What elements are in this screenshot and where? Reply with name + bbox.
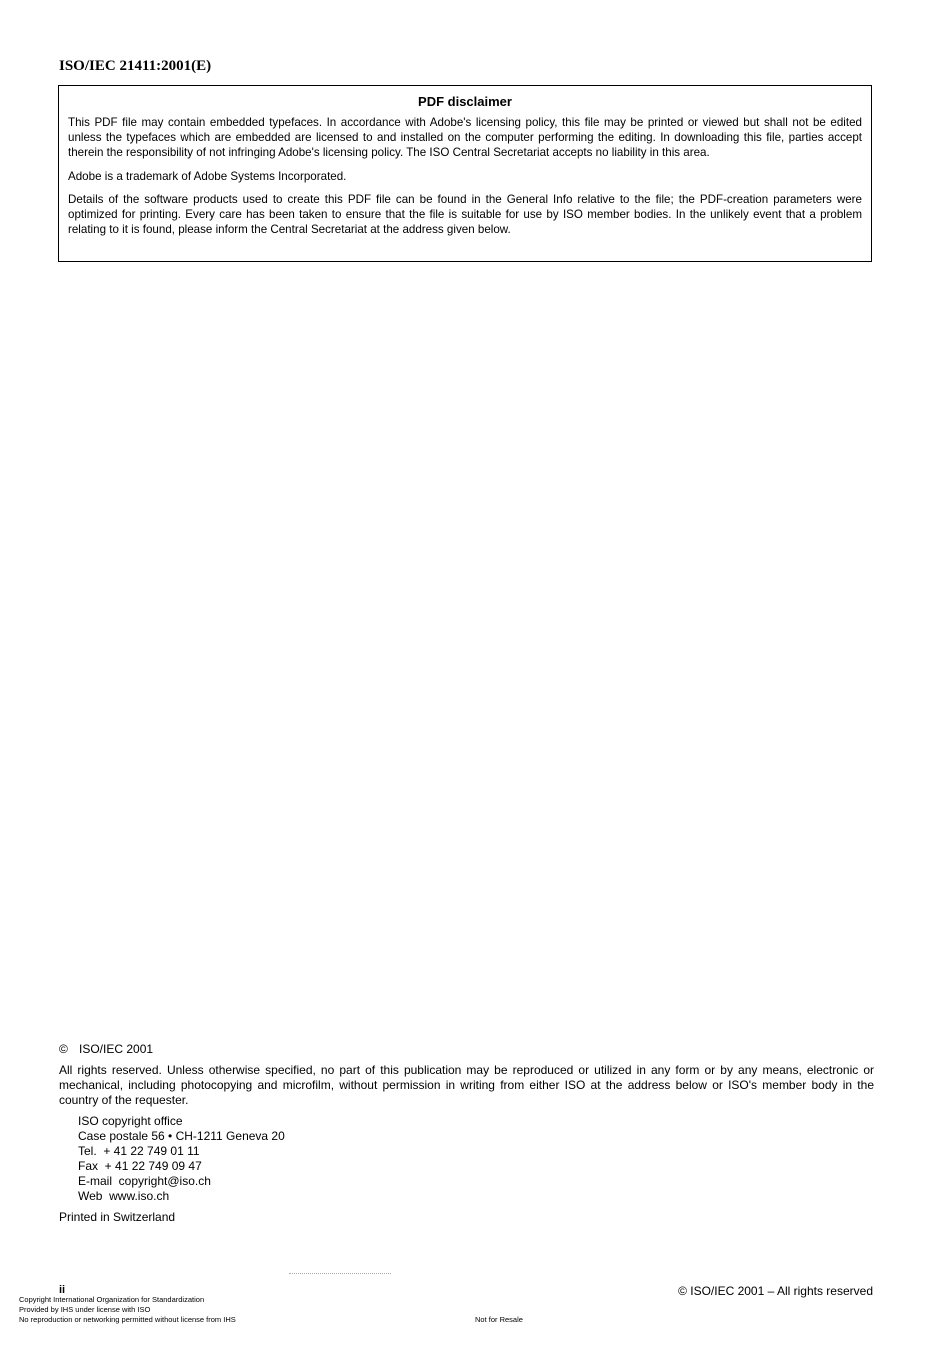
not-for-resale: Not for Resale (475, 1315, 523, 1324)
disclaimer-paragraph: This PDF file may contain embedded typefaces. In accordance with Adobe's licensing policy, this file may be printed or viewed but shall not be edited unless the typefaces which are embedded are licensed to and installed on the computer performing the editing. In downloading this file, parties accept therein the responsibility of not infringing Adobe's licensing policy. The ISO Central Secretariat accepts no liability in this area. (68, 116, 862, 160)
page-number: ii (59, 1284, 66, 1296)
address-line: Case postale 56 • CH-1211 Geneva 20 (78, 1129, 285, 1143)
address-line: Tel. + 41 22 749 01 11 (78, 1144, 200, 1158)
stamp-line: Provided by IHS under license with ISO (19, 1305, 151, 1314)
address-line: E-mail copyright@iso.ch (78, 1174, 211, 1188)
copyright-symbol: © (59, 1042, 68, 1056)
copyright-holder: ISO/IEC 2001 (79, 1042, 154, 1056)
disclaimer-paragraph: Adobe is a trademark of Adobe Systems Incorporated. (68, 169, 347, 183)
rights-statement: All rights reserved. Unless otherwise specified, no part of this publication may be reproduced or utilized in any form or by any means, electronic or mechanical, including photocopying and microfilm, without permission in writing from either ISO at the address below or ISO's member body in the country of the requester. (59, 1063, 874, 1107)
printed-in: Printed in Switzerland (59, 1210, 176, 1224)
address-line: Web www.iso.ch (78, 1189, 170, 1203)
address-line: Fax + 41 22 749 09 47 (78, 1159, 202, 1173)
license-stamp (19, 1295, 236, 1325)
copyright-line (59, 1042, 874, 1057)
scan-artifact (289, 1273, 391, 1276)
footer-copyright: © ISO/IEC 2001 – All rights reserved (678, 1284, 873, 1298)
disclaimer-title: PDF disclaimer (418, 94, 512, 109)
pdf-disclaimer-box (58, 85, 872, 262)
copyright-block (59, 1042, 874, 1225)
document-id-header: ISO/IEC 21411:2001(E) (59, 58, 212, 74)
copyright-office-address (78, 1114, 874, 1204)
disclaimer-paragraph: Details of the software products used to create this PDF file can be found in the General Info relative to the file; the PDF-creation parameters were optimized for printing. Every care has been taken to ensure that the file is suitable for use by ISO member bodies. In the unlikely event that a problem relating to it is found, please inform the Central Secretariat at the address given below. (68, 192, 862, 237)
stamp-line: Copyright International Organization for Standardization (19, 1295, 205, 1304)
stamp-line: No reproduction or networking permitted without license from IHS (19, 1315, 236, 1324)
address-line: ISO copyright office (78, 1114, 183, 1128)
